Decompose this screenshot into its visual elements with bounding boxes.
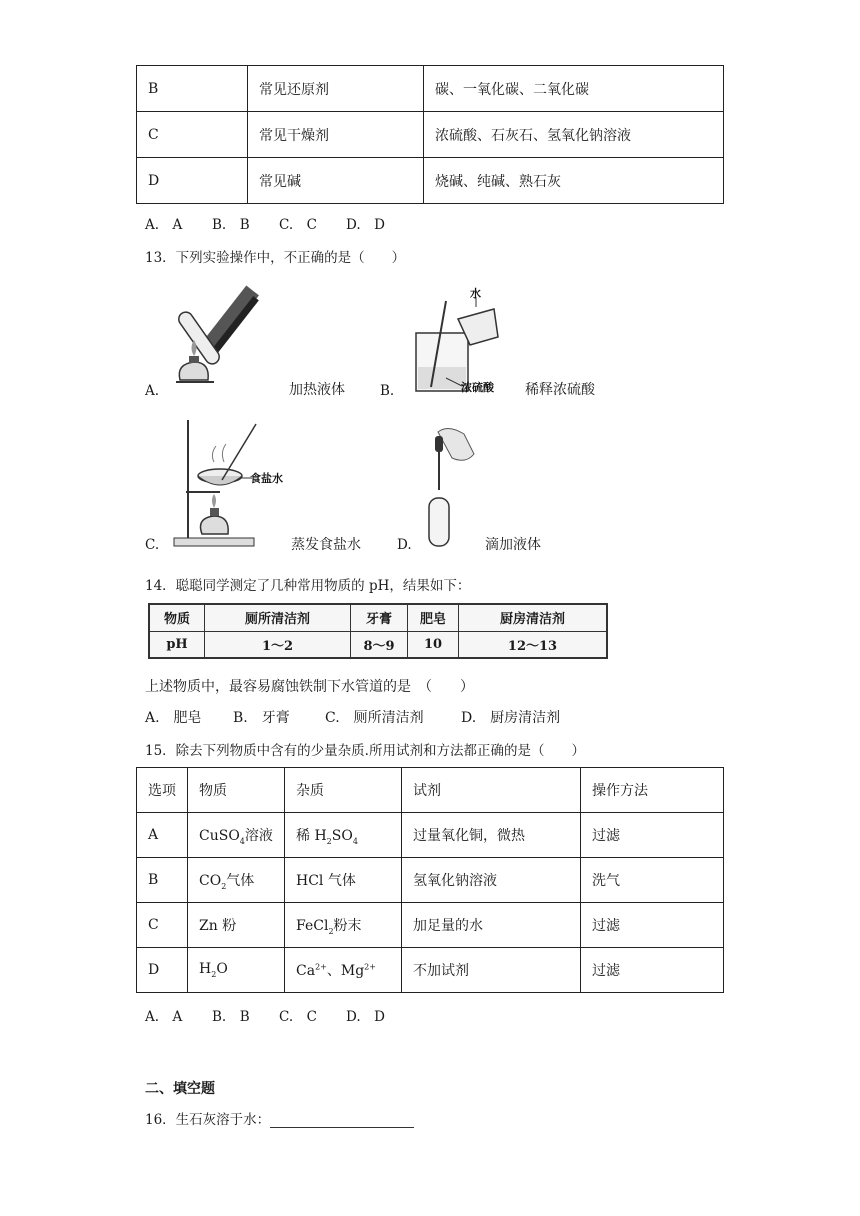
table-header: 厕所清洁剂 <box>205 604 351 631</box>
table-cell: 常见还原剂 <box>248 66 424 112</box>
section-title: 二、填空题 <box>145 1081 215 1097</box>
option-d-letter: D. <box>397 537 412 553</box>
heating-liquid-figure <box>172 278 287 396</box>
option: D. 厨房清洁剂 <box>461 710 561 726</box>
table-cell: pH <box>149 631 205 658</box>
table-row <box>137 158 724 204</box>
table-row <box>137 858 724 903</box>
option-a-caption: 加热液体 <box>289 382 345 398</box>
table-header: 杂质 <box>285 768 402 813</box>
table-cell: 10 <box>408 631 459 658</box>
dropper-figure <box>418 424 484 550</box>
option-c-caption: 蒸发食盐水 <box>291 537 361 553</box>
option: C. 厕所清洁剂 <box>325 710 424 726</box>
option: A. A <box>145 217 183 233</box>
option-b-caption: 稀释浓硫酸 <box>525 382 595 398</box>
table-cell: HCl 气体 <box>285 858 402 903</box>
option-a-letter: A. <box>145 383 160 399</box>
table-cell: 加足量的水 <box>402 903 581 948</box>
table-cell: $H_2O$ <box>188 948 285 993</box>
q14-question: 14．聪聪同学测定了几种常用物质的 pH，结果如下： <box>145 578 471 594</box>
salt-water-label: 食盐水 <box>250 472 283 485</box>
table-cell: 稀 $H_2SO_4$ <box>285 813 402 858</box>
table-cell: 常见干燥剂 <box>248 112 424 158</box>
table-cell: CuSO$_4$溶液 <box>188 813 285 858</box>
table-cell: 过滤 <box>581 903 724 948</box>
table-cell: D <box>137 948 188 993</box>
table-cell: 过滤 <box>581 813 724 858</box>
table-cell: $CO_2$气体 <box>188 858 285 903</box>
impurity-table <box>136 767 724 993</box>
table-cell: 烧碱、纯碱、熟石灰 <box>424 158 724 204</box>
q14-options <box>145 707 560 727</box>
table-cell: C <box>137 903 188 948</box>
option: B. B <box>212 217 250 233</box>
ph-table <box>148 603 608 659</box>
option-c-letter: C. <box>145 537 160 553</box>
table-cell: 过滤 <box>581 948 724 993</box>
table-cell: Zn 粉 <box>188 903 285 948</box>
table-cell: B <box>137 858 188 903</box>
table-cell: FeCl$_2$粉末 <box>285 903 402 948</box>
table-header: 操作方法 <box>581 768 724 813</box>
table-cell: 1～2 <box>205 631 351 658</box>
q14-followup: 上述物质中，最容易腐蚀铁制下水管道的是 （ ） <box>145 679 474 695</box>
table-cell: B <box>137 66 248 112</box>
table-header: 厨房清洁剂 <box>459 604 608 631</box>
table-row <box>137 813 724 858</box>
table-cell: 浓硫酸、石灰石、氢氧化钠溶液 <box>424 112 724 158</box>
conc-acid-label: 浓硫酸 <box>461 381 494 394</box>
evaporation-figure <box>170 418 290 550</box>
table-cell: C <box>137 112 248 158</box>
option: C. C <box>279 217 317 233</box>
option: D. D <box>346 217 385 233</box>
table-cell: D <box>137 158 248 204</box>
q16-text: 16．生石灰溶于水： <box>145 1112 271 1128</box>
q13-question: 13．下列实验操作中，不正确的是（ ） <box>145 250 406 266</box>
table-row <box>137 66 724 112</box>
table-header: 牙膏 <box>351 604 408 631</box>
classification-table <box>136 65 724 204</box>
table-cell: 氢氧化钠溶液 <box>402 858 581 903</box>
table-cell: 洗气 <box>581 858 724 903</box>
table-cell: 不加试剂 <box>402 948 581 993</box>
table-header: 物质 <box>149 604 205 631</box>
table-row <box>137 112 724 158</box>
option-d-caption: 滴加液体 <box>485 537 541 553</box>
table-cell: 过量氧化铜，微热 <box>402 813 581 858</box>
option: B. 牙膏 <box>233 710 290 726</box>
q15-options <box>145 1005 385 1025</box>
option: C. C <box>279 1009 317 1025</box>
table-header: 肥皂 <box>408 604 459 631</box>
table-header: 试剂 <box>402 768 581 813</box>
table-row <box>137 948 724 993</box>
table-cell: A <box>137 813 188 858</box>
table-cell: 碳、一氧化碳、二氧化碳 <box>424 66 724 112</box>
option: B. B <box>212 1009 250 1025</box>
option-b-letter: B. <box>380 383 395 399</box>
table-header: 物质 <box>188 768 285 813</box>
q15-question: 15．除去下列物质中含有的少量杂质.所用试剂和方法都正确的是（ ） <box>145 743 585 759</box>
option: D. D <box>346 1009 385 1025</box>
table-cell: $Ca^{2+}$、$Mg^{2+}$ <box>285 948 402 993</box>
table-row <box>149 631 607 658</box>
option: A. A <box>145 1009 183 1025</box>
table-cell: 常见碱 <box>248 158 424 204</box>
table-header: 选项 <box>137 768 188 813</box>
dilute-acid-figure <box>406 283 524 395</box>
q16-question <box>145 1108 414 1128</box>
q12-options <box>145 213 385 233</box>
table-row <box>137 768 724 813</box>
table-cell: 8～9 <box>351 631 408 658</box>
table-row <box>149 604 607 631</box>
answer-blank[interactable] <box>270 1113 414 1128</box>
water-label: 水 <box>470 287 481 300</box>
option: A. 肥皂 <box>145 710 202 726</box>
table-row <box>137 903 724 948</box>
table-cell: 12～13 <box>459 631 608 658</box>
